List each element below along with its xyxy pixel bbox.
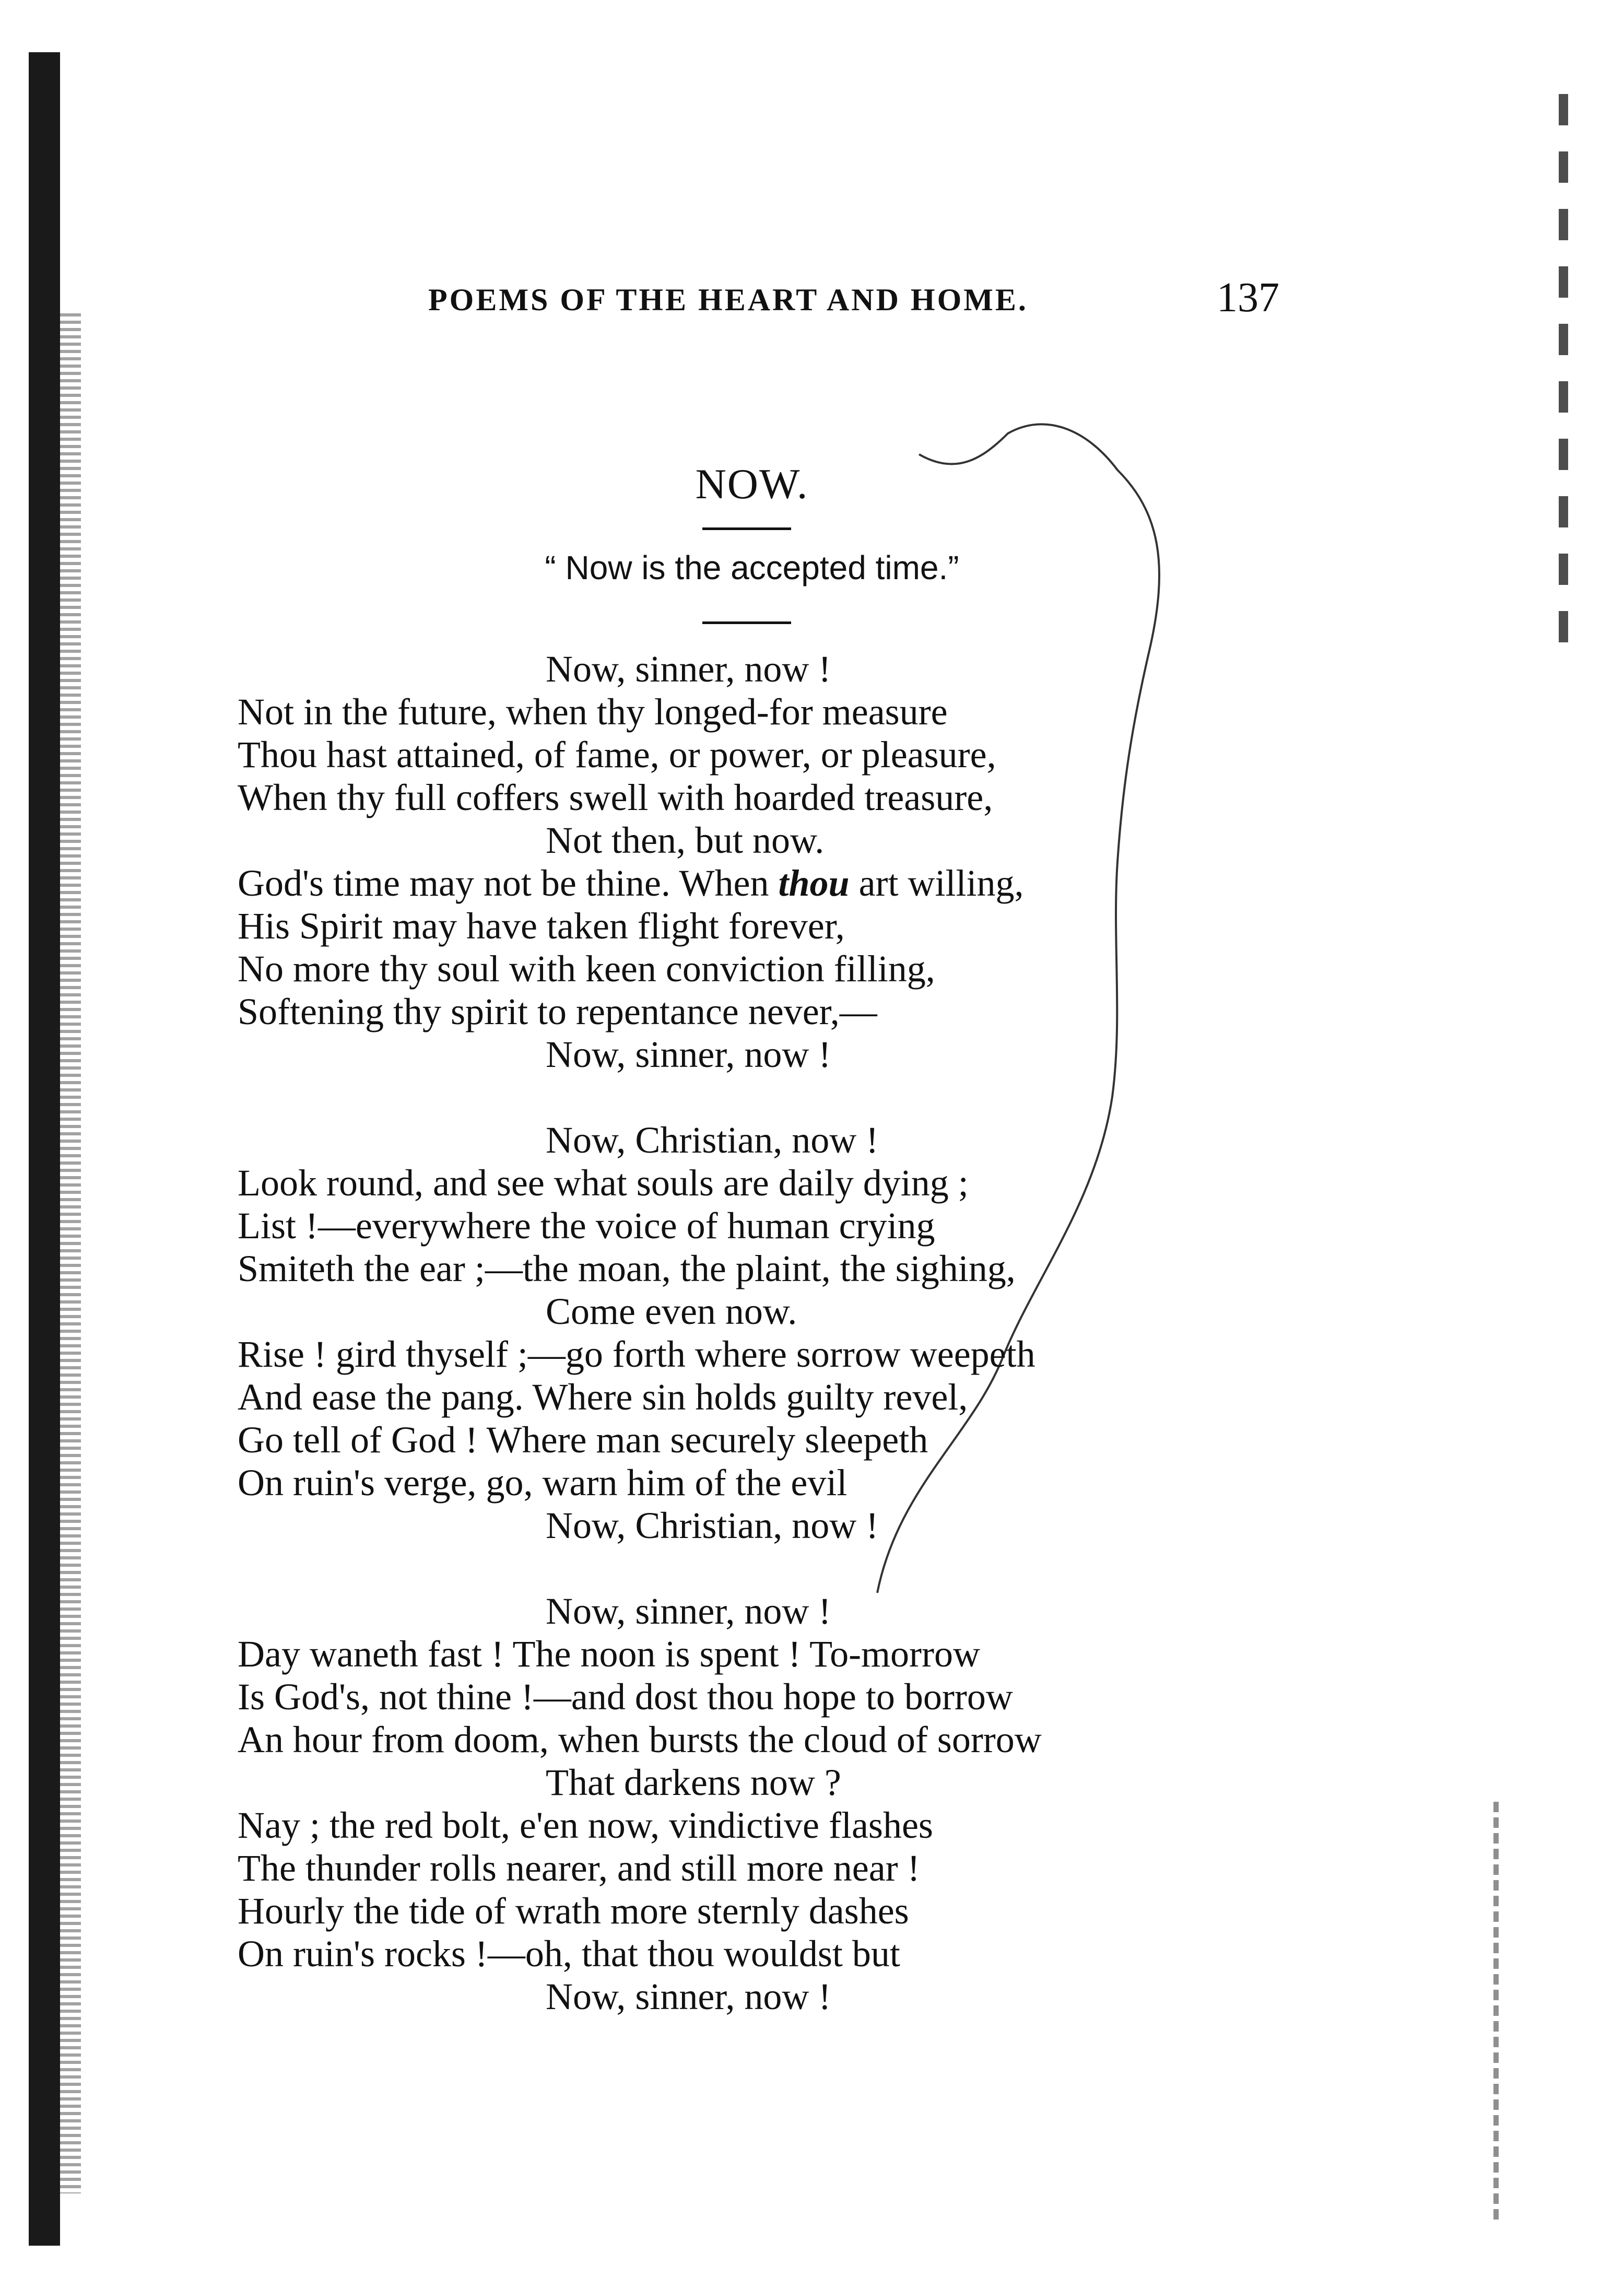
page-edge-shadow-left [29,52,60,2246]
poem-line: His Spirit may have taken flight forever, [238,905,845,947]
poem-line: Hourly the tide of wrath more sternly dashes [238,1890,909,1932]
poem-line: When thy full coffers swell with hoarded treasure, [238,777,993,818]
page-edge-marks-right-lower [1493,1802,1499,2220]
poem-line-tail: art willing, [849,862,1024,904]
poem-refrain-line: Now, sinner, now ! [546,1976,831,2017]
poem-line: On ruin's verge, go, warn him of the evil [238,1462,848,1504]
poem-line: Softening thy spirit to repentance never,— [238,991,877,1032]
poem-line: Day waneth fast ! The noon is spent ! To-morrow [238,1633,980,1675]
poem-line: Not in the future, when thy longed-for measure [238,691,948,733]
poem-refrain-line: Now, sinner, now ! [546,648,831,690]
title-rule-bottom [702,621,791,624]
poem-refrain-line: Now, Christian, now ! [546,1119,879,1161]
poem-stanza [238,648,1334,1076]
title-rule-top [702,527,791,530]
poem-body [238,648,1334,2061]
poem-line: Rise ! gird thyself ;—go forth where sorrow weepeth [238,1333,1035,1375]
poem-refrain-line: Come even now. [546,1290,797,1332]
poem-line: An hour from doom, when bursts the cloud of sorrow [238,1719,1042,1760]
running-head: POEMS OF THE HEART AND HOME. [428,283,1028,317]
poem-stanza [238,1590,1334,2018]
poem-refrain-line: Now, Christian, now ! [546,1505,879,1546]
poem-line: God's time may not be thine. When thou art willing, [238,862,1024,904]
poem-epigraph: “ Now is the accepted time.” [545,549,959,586]
page-number: 137 [1217,275,1279,321]
poem-refrain-line: Not then, but now. [546,819,825,861]
poem-stanza [238,1119,1334,1547]
poem-line: Nay ; the red bolt, e'en now, vindictive flashes [238,1804,933,1846]
poem-line: Go tell of God ! Where man securely sleepeth [238,1419,928,1461]
poem-emphasis: thou [778,862,850,904]
poem-line: Look round, and see what souls are daily dying ; [238,1162,969,1204]
page-edge-fray-left [60,313,81,2193]
poem-line: And ease the pang. Where sin holds guilty revel, [238,1376,968,1418]
poem-refrain-line: That darkens now ? [546,1762,841,1803]
poem-line: Smiteth the ear ;—the moan, the plaint, the sighing, [238,1248,1016,1289]
poem-refrain-line: Now, sinner, now ! [546,1034,831,1075]
poem-line: No more thy soul with keen conviction filling, [238,948,935,990]
poem-line: Thou hast attained, of fame, or power, or pleasure, [238,734,996,776]
poem-line: On ruin's rocks !—oh, that thou wouldst but [238,1933,900,1975]
poem-refrain-line: Now, sinner, now ! [546,1590,831,1632]
poem-title: NOW. [695,460,809,508]
poem-line: The thunder rolls nearer, and still more near ! [238,1847,920,1889]
poem-line: Is God's, not thine !—and dost thou hope to borrow [238,1676,1013,1718]
poem-line: List !—everywhere the voice of human crying [238,1205,935,1247]
page-edge-marks-right [1559,94,1568,668]
